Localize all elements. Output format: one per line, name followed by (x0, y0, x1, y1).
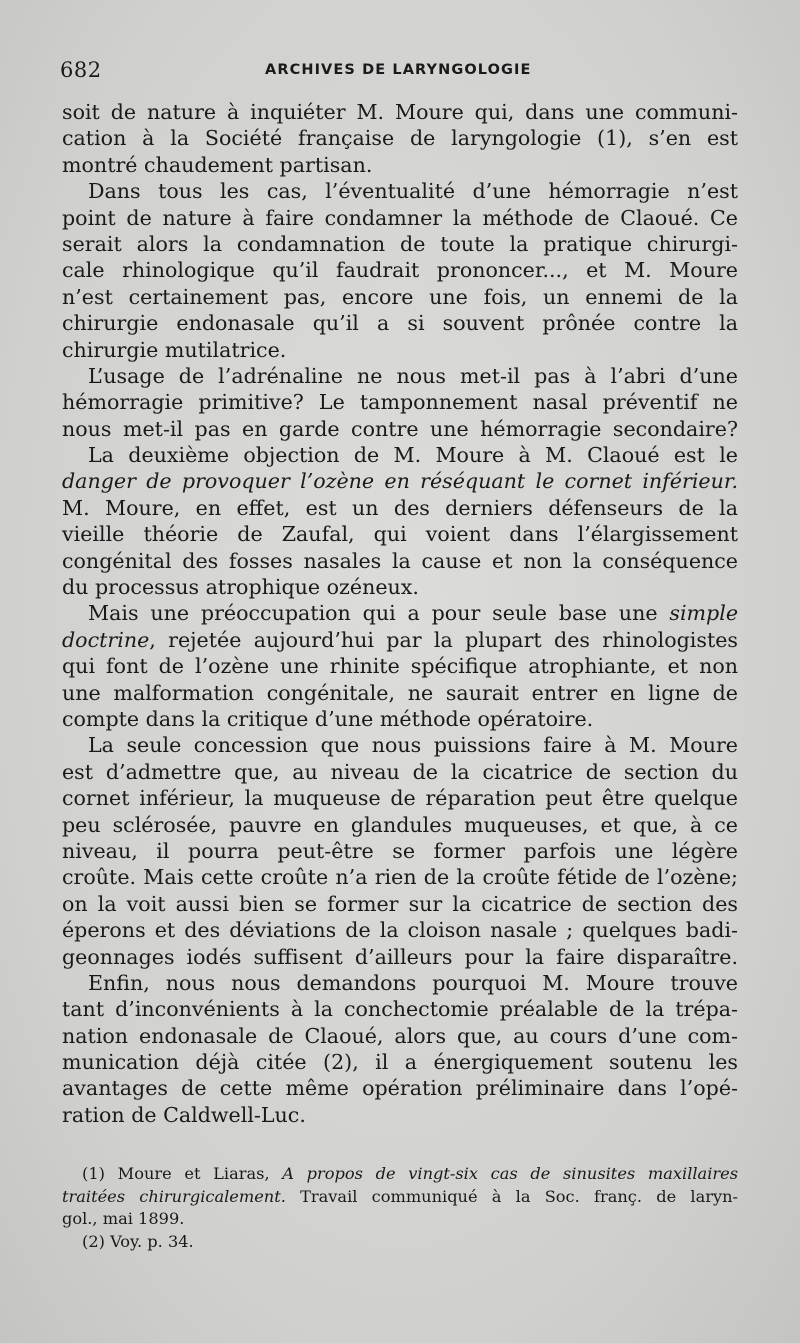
text-line: tant d’inconvénients à la conchectomie préalable de la trépa- (62, 997, 738, 1022)
text-line: geonnages iodés suffisent d’ailleurs pour la faire disparaître. (62, 944, 738, 969)
footnote-text: Travail communiqué à la Soc. franç. de laryn- (300, 1186, 738, 1206)
text-segment: , rejetée aujourd’hui par la plupart des rhinologistes (149, 627, 738, 652)
text-line: on la voit aussi bien se former sur la cicatrice de section des (62, 891, 738, 916)
text-line: La seule concession que nous puissions faire à M. Moure (88, 733, 738, 758)
text-line: peu sclérosée, pauvre en glandules muqueuses, et que, à ce (62, 812, 738, 837)
text-line: congénital des fosses nasales la cause et non la conséquence (62, 548, 738, 573)
footnote-1-cont (62, 1186, 738, 1209)
text-line: soit de nature à inquiéter M. Moure qui, dans une communi- (62, 100, 738, 124)
text-line: montré chaudement partisan. (62, 152, 373, 177)
text-line: nous met-il pas en garde contre une hémorragie secondaire? (62, 416, 738, 441)
journal-title: ARCHIVES DE LARYNGOLOGIE (265, 62, 532, 78)
text-line: avantages de cette même opération préliminaire dans l’opé- (62, 1076, 738, 1101)
italic-word: simple (669, 601, 739, 626)
text-line: du processus atrophique ozéneux. (62, 575, 419, 600)
text-segment: Mais une préoccupation qui a pour seule base une (88, 601, 658, 626)
text-line: qui font de l’ozène une rhinite spécifique atrophiante, et non (62, 654, 738, 679)
text-line: chirurgie endonasale qu’il a si souvent prônée contre la (62, 311, 738, 336)
text-line: serait alors la condamnation de toute la pratique chirurgi- (62, 231, 738, 256)
footnote-title-cont: traitées chirurgicalement. (62, 1186, 286, 1206)
text-line: est d’admettre que, au niveau de la cicatrice de section du (62, 759, 738, 784)
text-line: compte dans la critique d’une méthode opératoire. (62, 706, 594, 731)
text-line (62, 627, 738, 653)
footnote-title: A propos de vingt-six cas de sinusites maxillaires (282, 1164, 739, 1183)
text-line: croûte. Mais cette croûte n’a rien de la croûte fétide de l’ozène; (62, 865, 738, 890)
body-text (62, 99, 738, 1128)
running-head (60, 58, 750, 88)
footnote-1-end: gol., mai 1899. (62, 1209, 185, 1228)
text-line: cation à la Société française de laryngologie (1), s’en est (62, 126, 738, 151)
italic-word: doctrine (62, 627, 150, 652)
text-line: cale rhinologique qu’il faudrait prononcer..., et M. Moure (62, 258, 738, 283)
text-line: M. Moure, en effet, est un des derniers défenseurs de la (62, 495, 738, 520)
text-line: point de nature à faire condamner la méthode de Claoué. Ce (62, 205, 738, 230)
italic-phrase: danger de provoquer l’ozène en réséquant le cornet inférieur. (62, 469, 738, 494)
footnote-authors: Moure et Liaras, (117, 1164, 270, 1183)
text-line: éperons et des déviations de la cloison nasale ; quelques badi- (62, 918, 738, 943)
text-line: chirurgie mutilatrice. (62, 337, 287, 362)
footnotes (62, 1163, 738, 1253)
text-line: niveau, il pourra peut-être se former parfois une légère (62, 838, 738, 863)
text-line: nation endonasale de Claoué, alors que, au cours d’une com- (62, 1023, 738, 1048)
text-line: cornet inférieur, la muqueuse de réparation peut être quelque (62, 786, 738, 811)
page-number: 682 (60, 58, 102, 82)
text-line: Enfin, nous nous demandons pourquoi M. Moure trouve (88, 970, 738, 995)
text-line: La deuxième objection de M. Moure à M. Claoué est le (88, 443, 738, 468)
footnote-1 (62, 1163, 738, 1186)
text-line: une malformation congénitale, ne saurait entrer en ligne de (62, 680, 738, 705)
footnote-2: (2) Voy. p. 34. (82, 1231, 194, 1251)
text-line: munication déjà citée (2), il a énergiquement soutenu les (62, 1050, 738, 1075)
footnote-marker: (1) (82, 1164, 105, 1183)
text-line: hémorragie primitive? Le tamponnement nasal préventif ne (62, 390, 738, 415)
text-line: ration de Caldwell-Luc. (62, 1102, 306, 1127)
text-line: Dans tous les cas, l’éventualité d’une hémorragie n’est (88, 179, 738, 204)
text-line-italic (62, 468, 738, 494)
text-line: L’usage de l’adrénaline ne nous met-il pas à l’abri d’une (88, 363, 738, 388)
text-line (62, 600, 738, 626)
text-line: vieille théorie de Zaufal, qui voient dans l’élargissement (62, 522, 738, 547)
text-line: n’est certainement pas, encore une fois, un ennemi de la (62, 284, 738, 309)
